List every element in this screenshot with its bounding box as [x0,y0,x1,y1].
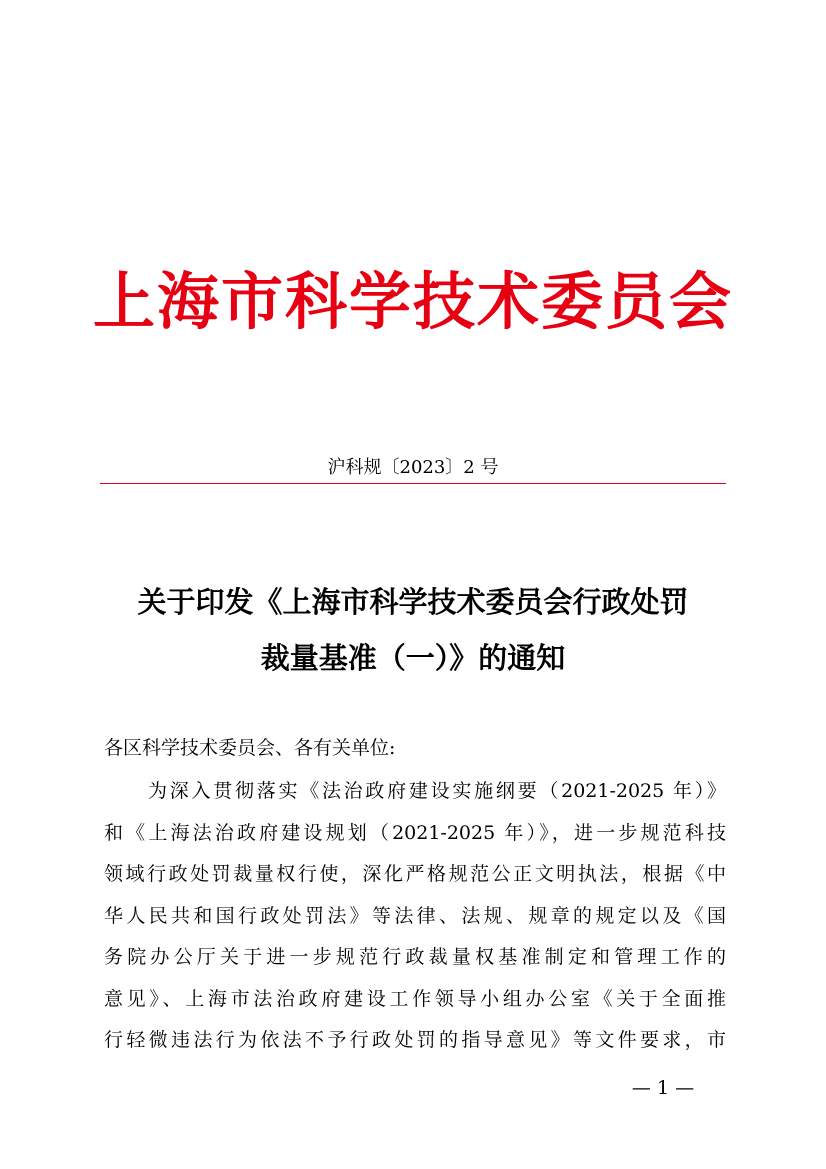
salutation: 各区科学技术委员会、各有关单位: [104,737,396,759]
body-line: 行轻微违法行为依法不予行政处罚的指导意见》等文件要求，市 [104,1029,726,1051]
body-line: 为深入贯彻落实《法治政府建设实施纲要（2021-2025 年）》 [148,780,726,802]
document-number: 沪科规〔2023〕2 号 [327,457,499,478]
body-line: 领域行政处罚裁量权行使，深化严格规范公正文明执法，根据《中 [104,863,726,885]
notice-title-line-2: 裁量基准（一）》的通知 [260,641,566,675]
agency-name-heading: 上海市科学技术委员会 [92,265,733,338]
body-line: 意见》、上海市法治政府建设工作领导小组办公室《关于全面推 [104,987,726,1010]
notice-title-line-1: 关于印发《上海市科学技术委员会行政处罚 [137,585,689,619]
page-number: — 1 — [631,1077,695,1099]
red-separator-line [100,483,726,484]
body-paragraph [104,771,726,1062]
body-line: 和《上海法治政府建设规划（2021-2025 年）》，进一步规范科技 [104,821,726,844]
body-line: 华人民共和国行政处罚法》等法律、法规、规章的规定以及《国 [104,904,726,927]
notice-title [0,574,826,686]
body-line: 务院办公厅关于进一步规范行政裁量权基准制定和管理工作的 [104,946,726,968]
